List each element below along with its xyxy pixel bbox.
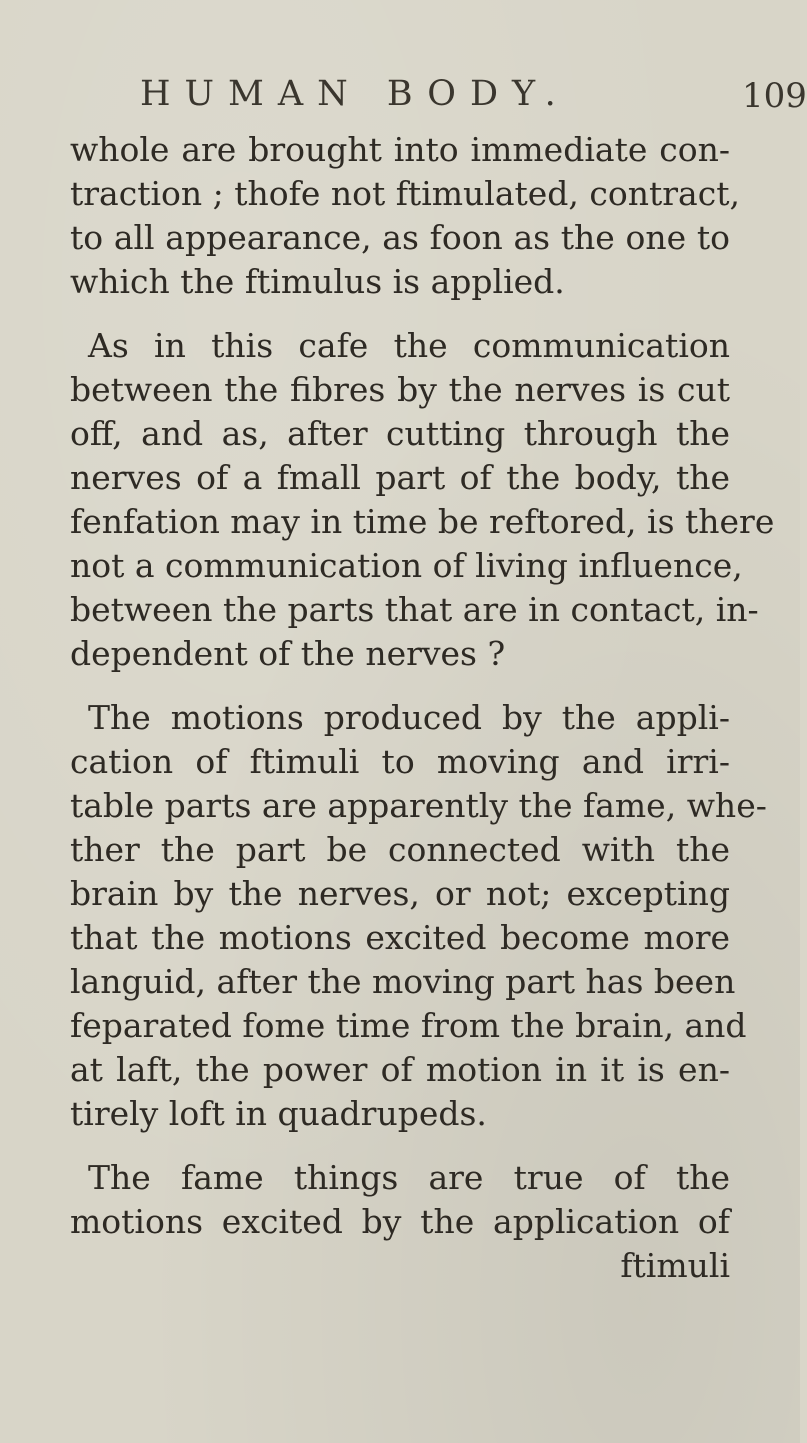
text-line: between the parts that are in contact, in- [70, 590, 759, 629]
text-line: nerves of a fmall part of the body, the [70, 458, 730, 497]
text-line: that the motions excited become more [70, 918, 730, 957]
text-line: dependent of the nerves ? [70, 634, 506, 673]
page-number: 109 [742, 76, 807, 116]
text-line: The fame things are true of the [88, 1158, 730, 1197]
catchword: ftimuli [620, 1246, 730, 1285]
text-line: languid, after the moving part has been [70, 962, 736, 1001]
text-line: traction ; thofe not ftimulated, contract, [70, 174, 740, 213]
text-line: tirely loft in quadrupeds. [70, 1094, 487, 1133]
running-head: HUMAN BODY. [140, 74, 570, 114]
text-line: feparated fome time from the brain, and [70, 1006, 747, 1045]
text-line: off, and as, after cutting through the [70, 414, 730, 453]
paragraph [70, 128, 740, 304]
text-line: ther the part be connected with the [70, 830, 730, 869]
body-text [70, 128, 775, 1288]
text-line: fenfation may in time be reftored, is there [70, 502, 775, 541]
text-line: motions excited by the application of [70, 1202, 730, 1241]
text-line: cation of ftimuli to moving and irri- [70, 742, 730, 781]
text-line: brain by the nerves, or not; excepting [70, 874, 730, 913]
text-line: whole are brought into immediate con- [70, 130, 730, 169]
text-line: As in this cafe the communication [88, 326, 730, 365]
text-line: table parts are apparently the fame, whe- [70, 786, 767, 825]
paragraph [70, 1156, 730, 1288]
text-line: not a communication of living influence, [70, 546, 743, 585]
text-line: to all appearance, as foon as the one to [70, 218, 730, 257]
text-line: The motions produced by the appli- [88, 698, 730, 737]
paragraph [70, 696, 767, 1136]
paragraph [70, 324, 775, 676]
text-line: which the ftimulus is applied. [70, 262, 565, 301]
text-line: at laft, the power of motion in it is en- [70, 1050, 730, 1089]
text-line: between the fibres by the nerves is cut [70, 370, 730, 409]
